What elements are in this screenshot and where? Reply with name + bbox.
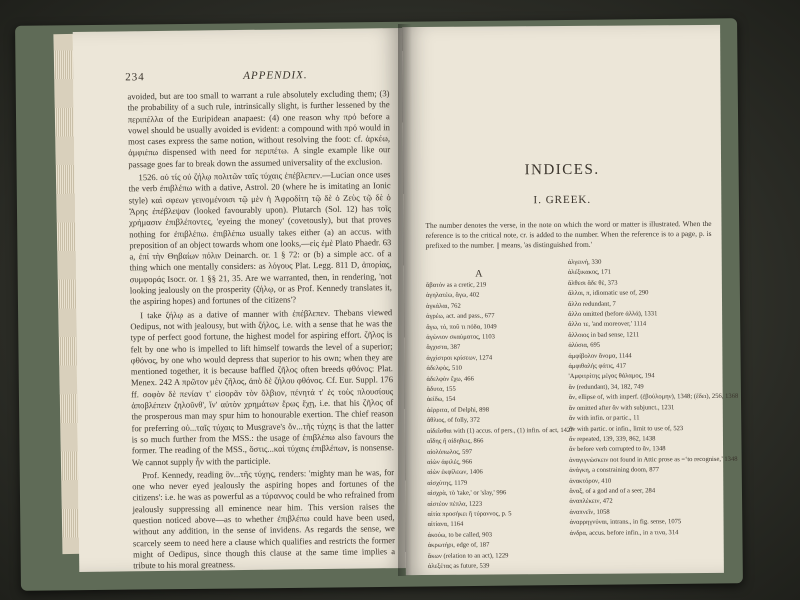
- index-entry: ἄγω, τό, ποῦ τι πόδα, 1049: [426, 323, 497, 331]
- index-entry: ἀναρρηγνύναι, intrans., in fig. sense, 1075: [569, 518, 682, 527]
- index-entry: ἀναπνεῖν, 1058: [569, 508, 610, 516]
- index-entry: ἀλεξέτας as future, 539: [427, 562, 490, 570]
- index-entry: ἄν, ellipse of, with imperf. (ἐβούλομην), 1348; (ἔδει), 256, 1368: [568, 393, 739, 402]
- index-entry: 'Αμφιτρίτης μέγας θάλαμος, 194: [568, 372, 655, 381]
- index-entry: αἰτία προσήκει ἢ τύραννος, p. 5: [427, 510, 512, 518]
- paragraph: 1526. οὐ τίς οὐ ζήλῳ πολιτῶν ταῖς τύχαις ἐπέβλεπεν.—Lucian once uses the verb ἐπιβλέπω with a dative, Astrol. 20 (where he is imitating an Ionic style) καὶ σφεων γεινομένοισι τῷ μὲν ἡ Ἀφροδίτη τῷ δὲ ὁ Ζεὺς τῷ δὲ ὁ Ἄρης ἐπέβλεψαν (looked favourably upon). Plutarch (Sol. 12) has τοῖς χρήμασιν ἐπιβλέποντες, 'eyeing the money' (covetously), but that proves nothing for ἐπιβλέπω. ἐπιβλέπω usually takes either (a) an accus. with preposition of an object towards whom one looks,—εἰς ἐμὲ Plato Phaedr. 63 a, ἐπί τὴν Θηβαίων πόλιν Deinarch. or. 1 § 72: or (b) a simple acc. of a thing which one mentally considers: as λόγους Plat. Legg. 811 D, ἀπορίας, συμφοράς Isocr. or. 1 §§ 21, 35. Are we warranted, then, in rendering, 'not looking jealously on the prosperity (ζήλῳ, or as Prof. Kennedy translates it, the aspiring hopes) and fortunes of the citizens'?: [128, 169, 392, 307]
- index-entry: ἀδελφὸς, 510: [426, 364, 462, 373]
- index-entry: ἄλθεσι ἄδε θὲ, 373: [567, 279, 618, 287]
- index-entry: ἀλγεινή, 330: [567, 258, 602, 266]
- index-entry: αἰστέον πέπλα, 1223: [427, 500, 483, 508]
- book-gutter: [398, 24, 412, 576]
- index-subheading: I. GREEK.: [533, 193, 592, 207]
- index-entry: ἀναπλέκειν, 472: [569, 498, 613, 506]
- index-entry: ἀνάγκη, a constraining doom, 877: [569, 466, 660, 475]
- index-entry: ἄδυτα, 155: [426, 385, 456, 394]
- index-entry: ἄβατόν as a cretic, 219: [425, 281, 487, 289]
- index-column-1: [425, 280, 574, 572]
- index-column-2: [567, 257, 739, 539]
- index-entry: αἰὼν ἀφιλές, 966: [427, 458, 473, 466]
- paragraph: I take ζήλῳ as a dative of manner with ἐπέβλεπεν. Thebans viewed Oedipus, not with jealousy, but with ζήλος, i.e. with a sense that he was the type of perfect good fortune, the highest model for aspiring effort. ζῆλος is felt by one who is impelled to lift himself towards the level of a superior; φθόνος, by one who would depress that superior to his own; when they are mentioned together, it is because baffled ζῆλος often breeds φθόνος: Plat. Menex. 242 A πρῶτον μὲν ζῆλος, ἀπὸ δὲ ζήλου φθόνος. Cf. Eur. Suppl. 176 ff. σοφὸν δὲ πενίαν τ' εἰσορᾶν τὸν ὄλβιον, πένητά τ' ἐς τοὺς πλουσίους ἀποβλέπειν ζηλοῦνθ', ἵν' αὐτὸν χρημάτων ἔρως ἔχῃ, i.e. that his ζῆλος of the prosperous man may spur him to honourable exertion. The chief reason for preferring οὐ...ταῖς τύχαις to Musgrave's ὅν...τῆς τύχης is that the latter is so much further from the MSS.: the usage of ἐπιβλέπω also favours the former. The reading of the MSS., ὅστις...καὶ τύχαις ἐπιβλέπων, is nonsense. We cannot supply ἦν with the participle.: [130, 306, 394, 467]
- index-entry: ἄν with partic. or infin., limit to use of, 523: [568, 424, 684, 433]
- index-entry: ἄναξ, of a god and of a seer, 284: [569, 487, 656, 495]
- index-entry: ἄν before verb corrupted to ἄν, 1348: [569, 445, 666, 454]
- right-page: [402, 25, 739, 575]
- index-entry: ἀνδρα, accus. before infin., in a τινα, 314: [569, 528, 679, 537]
- index-entry: ἄλλοι, π, idiomatic use of, 290: [567, 289, 649, 298]
- index-entry: ἀκούω, to be called, 903: [427, 531, 493, 539]
- index-entry: ἀνακτόρον, 410: [569, 477, 612, 485]
- index-entry: ἀδελφὸν ἔχω, 466: [426, 375, 474, 383]
- index-entry: ἄλλοιος in bad sense, 1211: [568, 331, 640, 339]
- paragraph: Prof. Kennedy, reading ὃν...τῆς τύχης, renders: 'mighty man he was, for one who never eyed jealously the aspiring hopes and fortunes of the citizens': i.e. he was as powerful as a τύραννος could be who refrained from jealously suppressing all eminence near him. This version raises the question noticed above—as to whether ἐπιβλέπω could have been used, without any addition, in the sense of invidens. As regards the sense, we scarcely seem to need here a clause which qualifies and restricts the former might of Oedipus, since though this clause at the same time implies a tribute to his moral greatness.: [132, 466, 396, 571]
- index-entry: ἄθλιος, of folly, 372: [426, 416, 480, 425]
- index-entry: ἀέρριτα, of Delphi, 898: [426, 406, 490, 414]
- index-entry: ἀλύσια, 695: [568, 341, 601, 350]
- index-entry: αἰσχρὰ, τὸ 'take,' or 'slay,' 996: [427, 489, 507, 498]
- index-entry: ἄκων (relation to an act), 1229: [427, 551, 509, 560]
- index-entry: ἀμφίβολον ἄνομα, 1144: [568, 352, 632, 360]
- section-letter: A: [475, 268, 483, 280]
- index-entry: ἀγηλατέω, ἄγω, 402: [425, 291, 480, 300]
- running-head: [125, 68, 383, 84]
- index-entry: αἴδης ἢ αἰδηθεις, 866: [426, 437, 484, 446]
- index-entry: ἀγχίστροι κρίσεων, 1274: [426, 354, 493, 362]
- index-intro: The number denotes the verse, in the note on which the word or matter is illustrated. When the reference is to the critical note, cr. is added to the number. When the reference is to a page, p. is prefixed to the number. || means, 'as distinguished from.': [425, 218, 712, 250]
- index-entry: ἀκρωτήρι, edge of, 187: [427, 541, 490, 550]
- left-page: [73, 28, 410, 572]
- index-entry: ἄλλο omitted (before ἀλλά), 1331: [568, 310, 658, 318]
- index-entry: αἰὼν ἐκφίλεων, 1406: [427, 468, 483, 477]
- index-entry: ἄλλο redundant, 7: [568, 300, 616, 308]
- index-entry: ἄγχιστα, 387: [426, 344, 461, 352]
- index-entry: ἄν repeated, 139, 339, 862, 1438: [568, 435, 656, 443]
- index-entry: ἄλλο τε, 'and moreover,' 1114: [568, 320, 647, 329]
- index-entry: ἀγκάλαι, 762: [426, 302, 461, 310]
- index-entry: αἰτίανα, 1164: [427, 521, 464, 529]
- index-entry: ἀγρέω, act. and pass., 677: [426, 312, 495, 321]
- index-entry: ἀγώνιον σκαύματος, 1103: [426, 333, 495, 341]
- index-entry: ἀλέξικακος, 171: [567, 269, 611, 277]
- index-entry: αἰσχύτης, 1179: [427, 479, 468, 487]
- index-entry: ἄν omitted after ἄν with subjunct., 1231: [568, 403, 675, 412]
- running-title: APPENDIX.: [243, 69, 308, 82]
- commentary-text: [127, 88, 395, 574]
- index-entry: ἀναγιγνώσκειν not found in Attic prose as =‘to recognise,’ 1348: [569, 455, 738, 464]
- index-entry: ἄν (redundant), 34, 182, 749: [568, 383, 644, 391]
- index-entry: αἰολόπωλος, 597: [427, 448, 473, 456]
- index-entry: ἀμφιθαλὴς φάτις, 417: [568, 362, 627, 371]
- paragraph: avoided, but are too small to warrant a rule absolutely excluding them; (3) the probability of a such rule, intrinsically slight, is further lessened by the περιπέλλα of the Euripidean anapaest: (4) one reason why πρό before a vowel should be usually avoided is evident: a compound with πρό would in most cases express the same notion, without resolving the foot: cf. ἀρκέω, ἀμφιέπω dispensed with need for περιπέτω. A single example like our passage goes far to break down the assumed universality of the exclusion.: [127, 88, 391, 170]
- page-number: 234: [125, 71, 145, 84]
- index-heading: INDICES.: [524, 161, 600, 179]
- index-entry: ἀείδω, 154: [426, 396, 456, 404]
- index-entry: ἄν with infin. or partic., 11: [568, 414, 640, 423]
- index-entry: αἰδεῖσθαι with (1) accus. of pers., (1) infin. of act, 1427: [426, 426, 574, 435]
